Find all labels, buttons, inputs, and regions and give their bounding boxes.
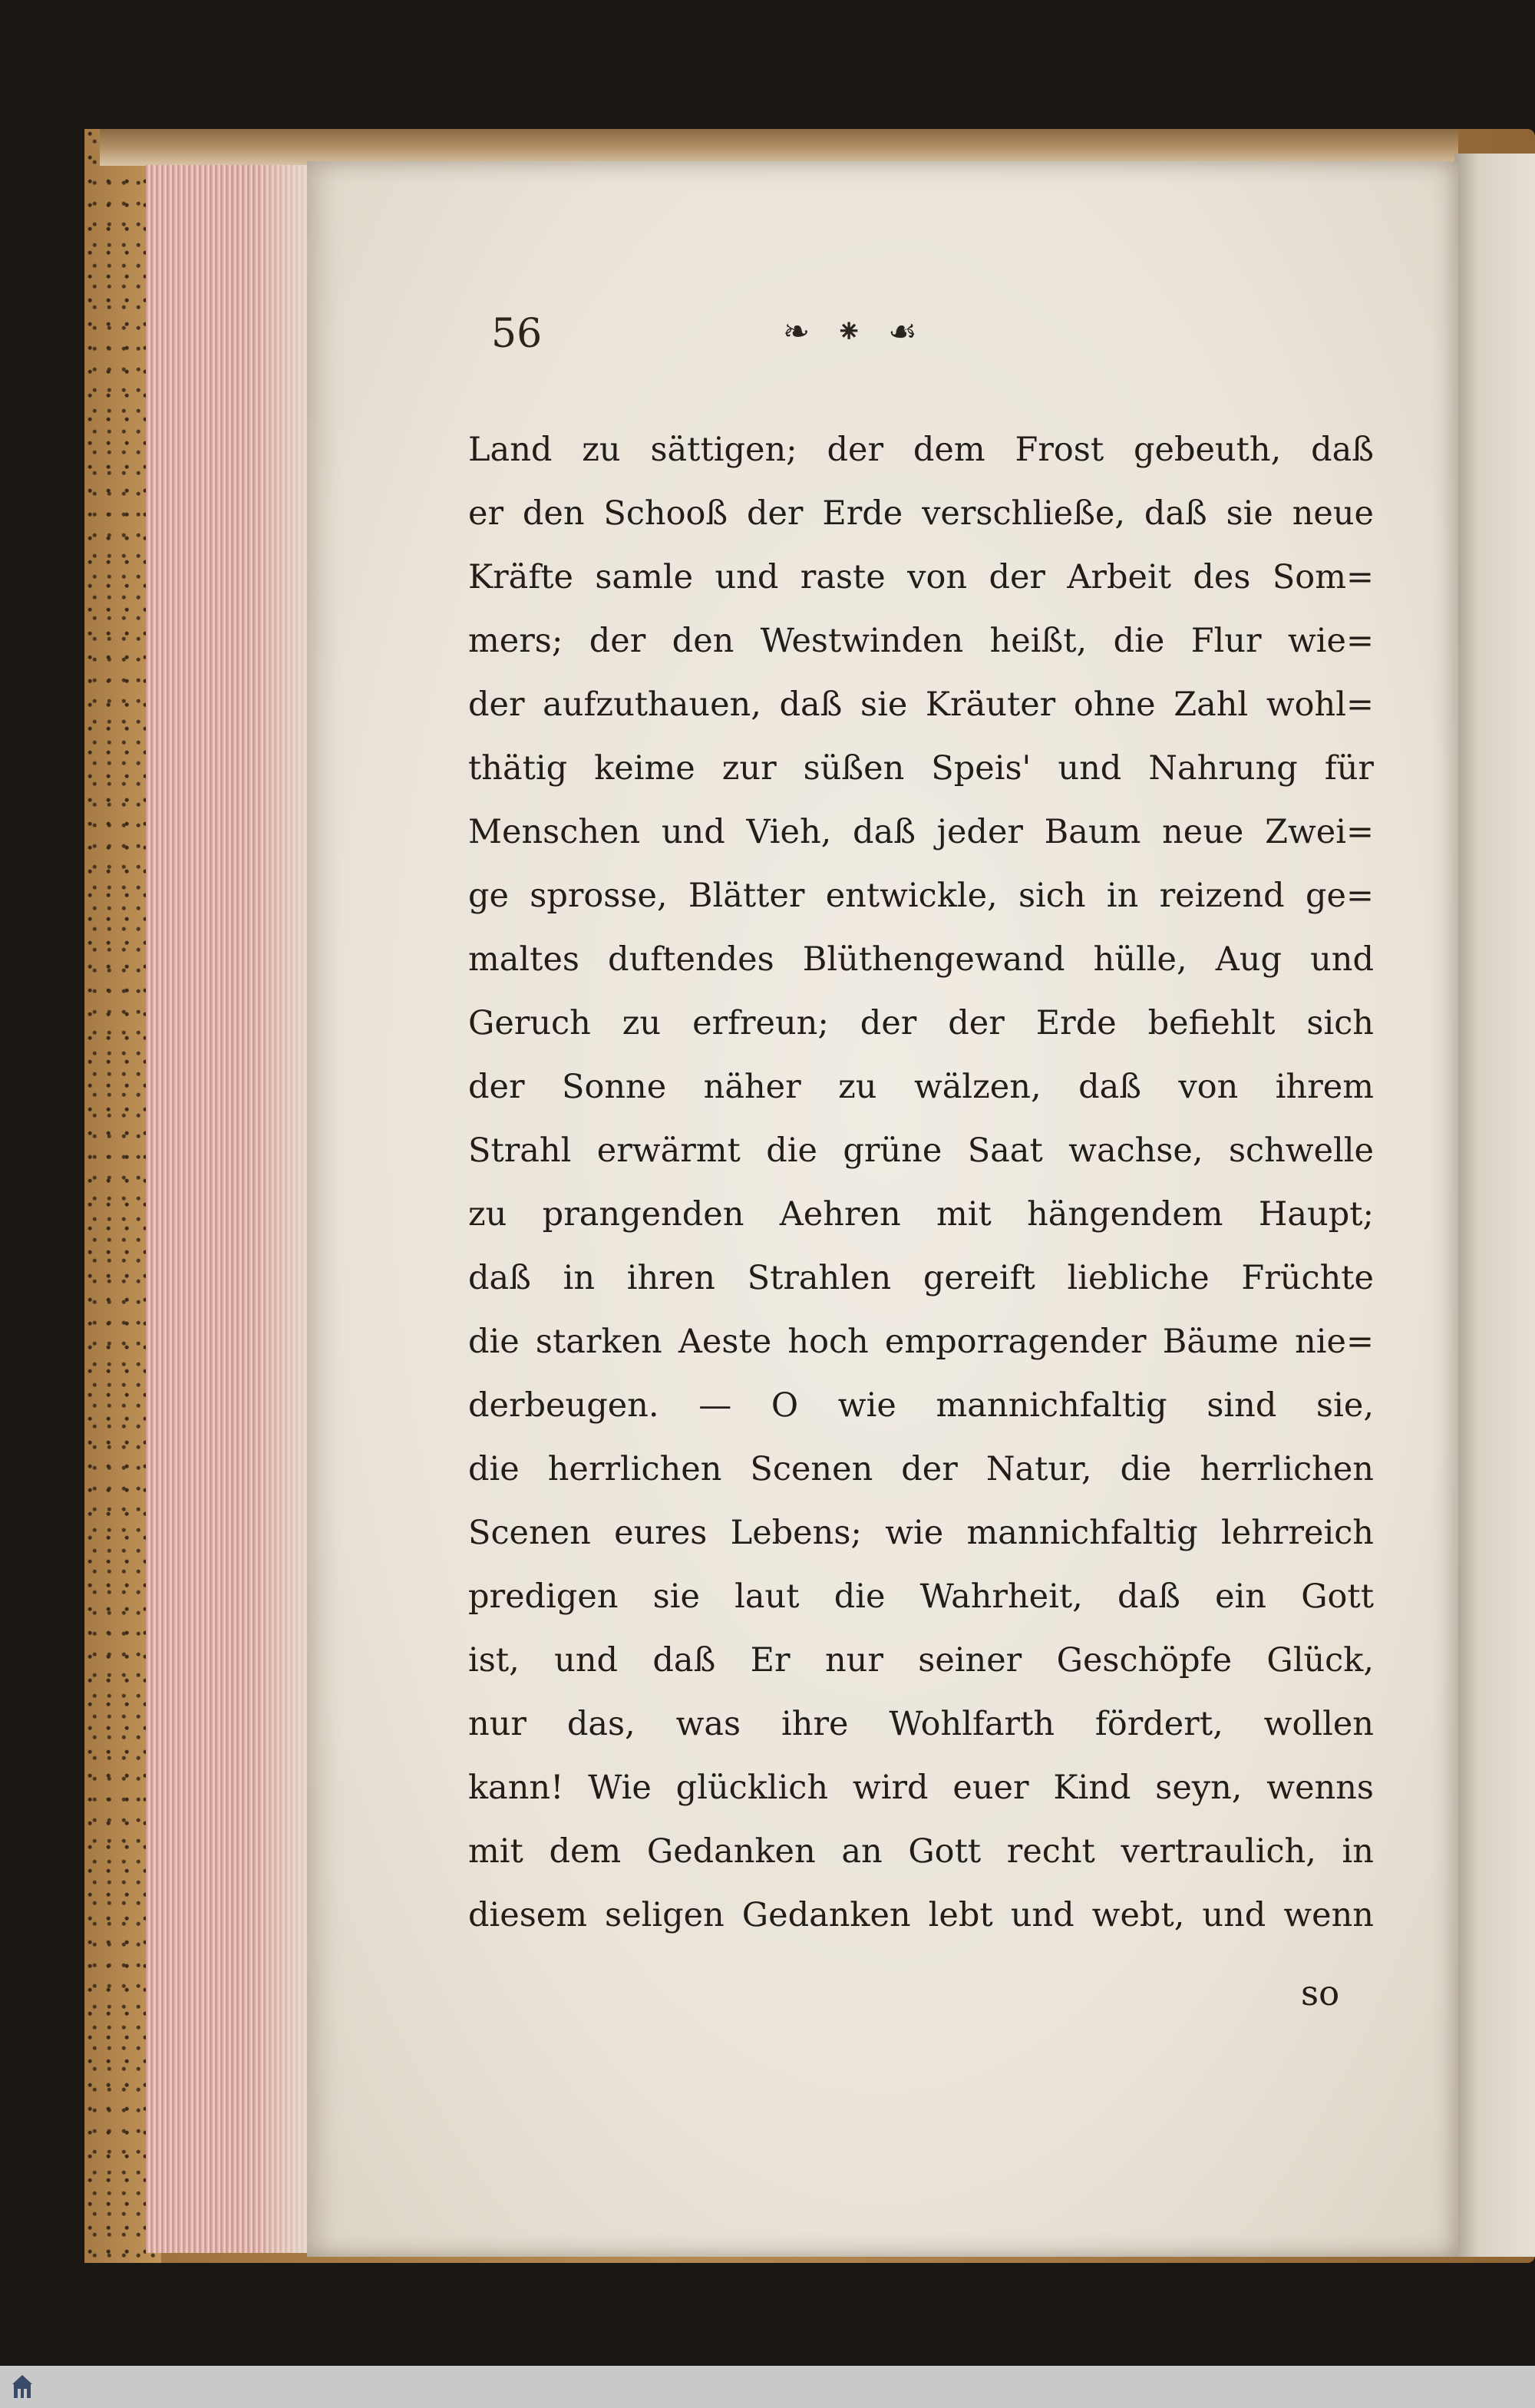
text-line: thätig keime zur süßen Speis' und Nahrung für — [468, 749, 1374, 788]
text-line: der Sonne näher zu wälzen, daß von ihrem — [468, 1068, 1374, 1106]
text-line: Menschen und Vieh, daß jeder Baum neue Zwei= — [468, 813, 1374, 851]
text-line: ge sprosse, Blätter entwickle, sich in reizend ge= — [468, 877, 1374, 915]
page-header — [491, 311, 1358, 365]
text-line: Land zu sättigen; der dem Frost gebeuth, daß — [468, 431, 1374, 469]
text-line: nur das, was ihre Wohlfarth fördert, wollen — [468, 1705, 1374, 1743]
header-ornament: ❧ ⁕ ☙ — [783, 312, 925, 350]
text-line: die herrlichen Scenen der Natur, die herrlichen — [468, 1450, 1374, 1488]
text-line: daß in ihren Strahlen gereift liebliche Früchte — [468, 1259, 1374, 1297]
text-line: er den Schooß der Erde verschließe, daß sie neue — [468, 494, 1374, 533]
catchword: so — [1301, 1973, 1340, 2013]
text-line: zu prangenden Aehren mit hängendem Haupt; — [468, 1195, 1374, 1234]
text-line: die starken Aeste hoch emporragender Bäume nie= — [468, 1323, 1374, 1361]
text-line: derbeugen. — O wie mannichfaltig sind sie, — [468, 1386, 1374, 1425]
library-logo-icon — [11, 2372, 34, 2403]
text-line: Scenen eures Lebens; wie mannichfaltig lehrreich — [468, 1514, 1374, 1552]
page-number: 56 — [491, 311, 543, 357]
text-line: Kräfte samle und raste von der Arbeit des Som= — [468, 558, 1374, 596]
text-line: mers; der den Westwinden heißt, die Flur wie= — [468, 622, 1374, 660]
book-top-edge — [100, 129, 1458, 166]
text-line: Geruch zu erfreun; der der Erde befiehlt sich — [468, 1004, 1374, 1042]
body-text — [468, 418, 1374, 1947]
text-line: diesem seligen Gedanken lebt und webt, und wenn — [468, 1896, 1374, 1934]
viewer-bottom-bar — [0, 2366, 1535, 2408]
text-line: der aufzuthauen, daß sie Kräuter ohne Zahl wohl= — [468, 685, 1374, 724]
facing-page-edge — [1454, 154, 1535, 2257]
text-line: Strahl erwärmt die grüne Saat wachse, schwelle — [468, 1131, 1374, 1170]
text-line: maltes duftendes Blüthengewand hülle, Aug und — [468, 940, 1374, 979]
text-line: ist, und daß Er nur seiner Geschöpfe Glück, — [468, 1641, 1374, 1680]
text-line: kann! Wie glücklich wird euer Kind seyn, wenns — [468, 1769, 1374, 1807]
text-line: predigen sie laut die Wahrheit, daß ein Gott — [468, 1577, 1374, 1616]
text-line: mit dem Gedanken an Gott recht vertraulich, in — [468, 1832, 1374, 1871]
